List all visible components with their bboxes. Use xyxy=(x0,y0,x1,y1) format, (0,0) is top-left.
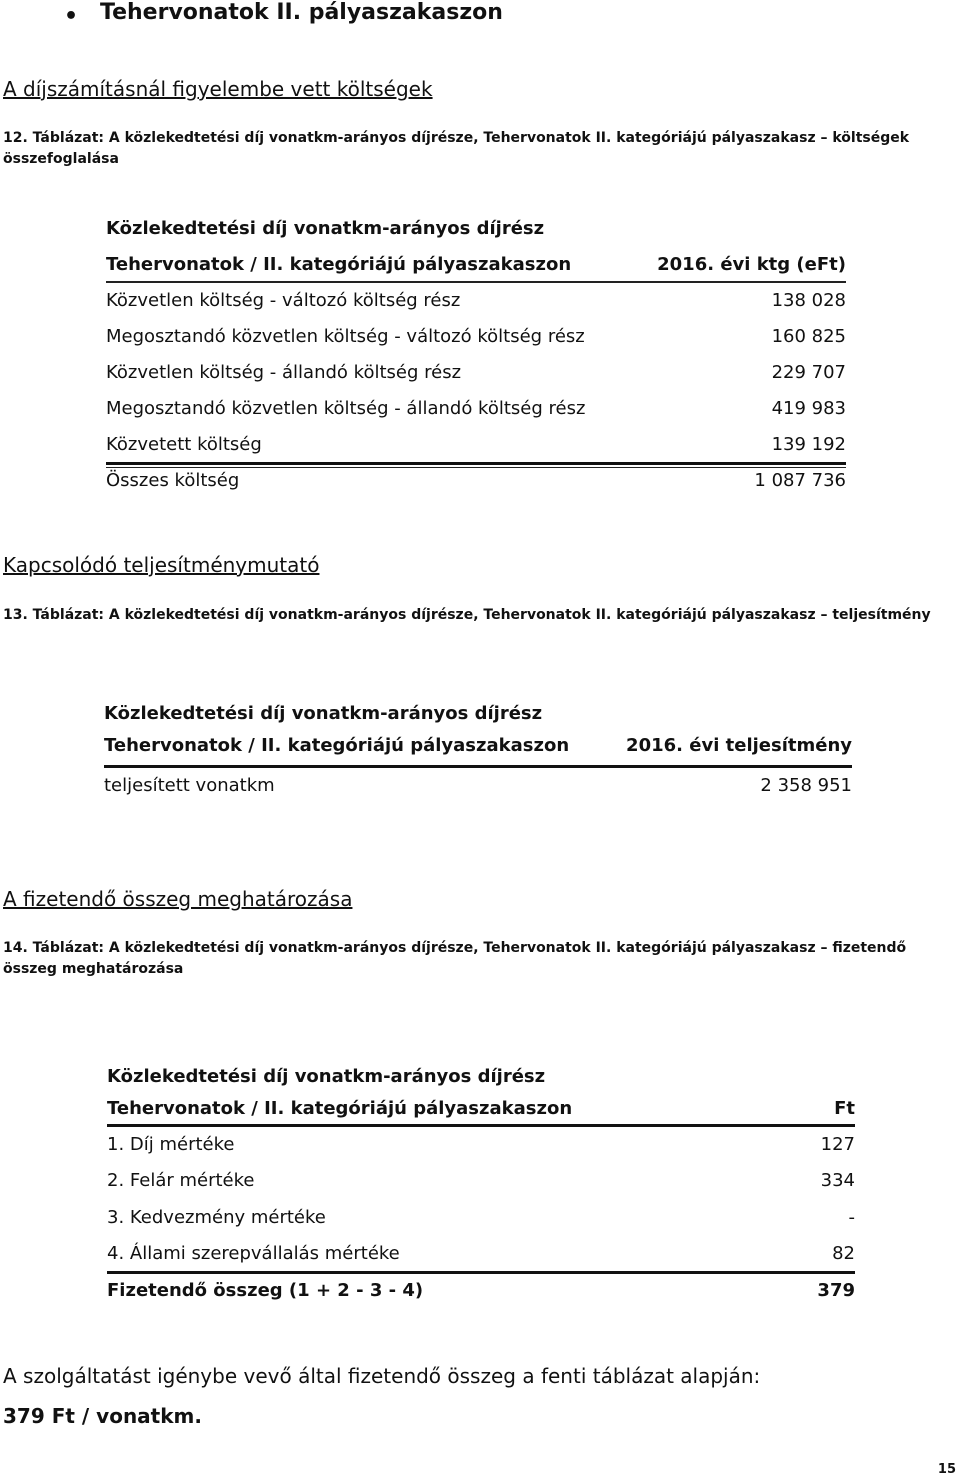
performance-table-col-header: 2016. évi teljesítmény xyxy=(626,735,852,756)
row-label: Megosztandó közvetlen költség - változó költség rész xyxy=(106,326,585,347)
row-label: Megosztandó közvetlen költség - állandó költség rész xyxy=(106,398,586,419)
row-value: 160 825 xyxy=(771,326,846,347)
performance-table xyxy=(104,703,852,803)
heading-costs: A díjszámításnál figyelembe vett költségek xyxy=(3,77,433,101)
payable-table-col-header: Ft xyxy=(834,1098,855,1119)
row-label: Közvetlen költség - változó költség rész xyxy=(106,290,461,311)
row-label: 1. Díj mértéke xyxy=(107,1134,235,1155)
costs-table-title: Közlekedtetési díj vonatkm-arányos díjrész xyxy=(106,218,545,239)
costs-table-total-rule xyxy=(106,462,846,465)
caption-table-14: 14. Táblázat: A közlekedtetési díj vonatkm-arányos díjrésze, Tehervonatok II. kategóriájú pályaszakasz – fizetendő összeg meghatározása xyxy=(3,940,907,977)
section-bullet-title: Tehervonatok II. pályaszakaszon xyxy=(100,0,503,25)
row-value: 419 983 xyxy=(771,398,846,419)
payable-table xyxy=(107,1066,855,1316)
heading-performance: Kapcsolódó teljesítménymutató xyxy=(3,553,320,577)
performance-table-title: Közlekedtetési díj vonatkm-arányos díjrész xyxy=(104,703,543,724)
row-label: 3. Kedvezmény mértéke xyxy=(107,1207,326,1228)
payable-table-subtitle: Tehervonatok / II. kategóriájú pályaszakaszon xyxy=(107,1098,573,1119)
row-label: 4. Állami szerepvállalás mértéke xyxy=(107,1243,400,1264)
heading-payable: A fizetendő összeg meghatározása xyxy=(3,887,353,911)
row-value: - xyxy=(848,1207,855,1228)
total-value: 1 087 736 xyxy=(754,470,846,491)
total-value: 379 xyxy=(817,1280,855,1301)
performance-table-subtitle: Tehervonatok / II. kategóriájú pályaszakaszon xyxy=(104,735,570,756)
payable-table-header-rule xyxy=(107,1124,855,1127)
row-value: 2 358 951 xyxy=(760,775,852,796)
payable-table-title: Közlekedtetési díj vonatkm-arányos díjrész xyxy=(107,1066,546,1087)
row-value: 139 192 xyxy=(771,434,846,455)
bullet-icon: • xyxy=(64,4,79,29)
row-label: teljesített vonatkm xyxy=(104,775,275,796)
costs-table-total-rule-2 xyxy=(106,467,846,468)
costs-table-subtitle: Tehervonatok / II. kategóriájú pályaszakaszon xyxy=(106,254,572,275)
row-value: 82 xyxy=(832,1243,855,1264)
row-label: 2. Felár mértéke xyxy=(107,1170,255,1191)
row-value: 138 028 xyxy=(771,290,846,311)
row-value: 229 707 xyxy=(771,362,846,383)
caption-table-13: 13. Táblázat: A közlekedtetési díj vonatkm-arányos díjrésze, Tehervonatok II. kategóriájú pályaszakasz – teljesítmény xyxy=(3,607,931,623)
row-value: 127 xyxy=(820,1134,855,1155)
row-label: Közvetlen költség - állandó költség rész xyxy=(106,362,462,383)
conclusion-text: A szolgáltatást igénybe vevő által fizetendő összeg a fenti táblázat alapján: xyxy=(3,1364,761,1388)
conclusion-value: 379 Ft / vonatkm. xyxy=(3,1404,202,1428)
costs-table-header-rule xyxy=(106,281,846,283)
costs-table-col-header: 2016. évi ktg (eFt) xyxy=(657,254,846,275)
caption-table-12: 12. Táblázat: A közlekedtetési díj vonatkm-arányos díjrésze, Tehervonatok II. kategóriájú pályaszakasz – költségek összefoglalása xyxy=(3,130,910,167)
total-label: Fizetendő összeg (1 + 2 - 3 - 4) xyxy=(107,1280,424,1301)
row-label: Közvetett költség xyxy=(106,434,262,455)
total-label: Összes költség xyxy=(106,470,240,491)
row-value: 334 xyxy=(820,1170,855,1191)
performance-table-header-rule xyxy=(104,765,852,768)
page-number: 15 xyxy=(937,1462,956,1477)
payable-table-total-rule xyxy=(107,1271,855,1274)
costs-table xyxy=(106,218,846,498)
